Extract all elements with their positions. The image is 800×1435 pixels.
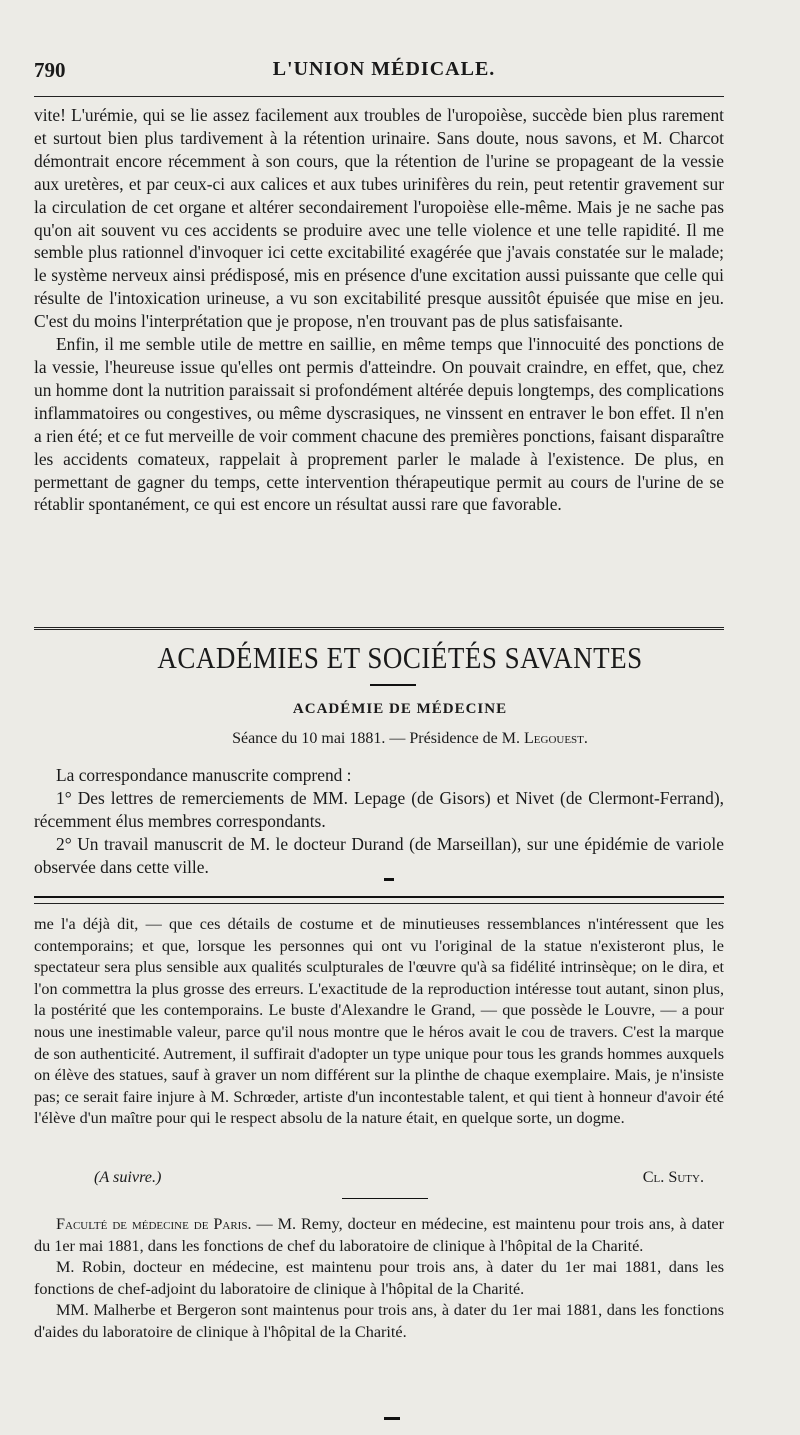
feuilleton (34, 914, 724, 1130)
academy-correspondence (34, 764, 724, 879)
session-text: Séance du 10 mai 1881. — Présidence de M. (232, 730, 525, 747)
news-divider (342, 1198, 428, 1199)
section-end-mark (384, 878, 394, 881)
subsection-title: ACADÉMIE DE MÉDECINE (292, 701, 508, 717)
journal-title: L'UNION MÉDICALE. (272, 58, 496, 80)
correspondence-item-1: 1° Des lettres de remerciements de MM. Lepage (de Gisors) et Nivet (de Clermont-Ferrand), récemment élus membres correspondants. (34, 787, 724, 831)
page-number: 790 (34, 58, 66, 82)
session-line (60, 730, 760, 748)
article-continuation (34, 104, 724, 516)
faculty-news-text-1: — M. Remy, docteur en médecine, est maintenu pour trois ans, à dater du 1er mai 1881, dans les fonctions de chef du laboratoire de clinique à l'hôpital de la Charité. (34, 1215, 725, 1255)
author-signature: Cl. Suty. (642, 1168, 704, 1186)
feuilleton-divider-top (34, 896, 724, 898)
faculty-news-item-2: M. Robin, docteur en médecine, est maintenu pour trois ans, à dater du 1er mai 1881, dans les fonctions de chef-adjoint du laboratoire de clinique à l'hôpital de la Charité. (34, 1258, 724, 1298)
faculty-label: Faculté de médecine de Paris. (56, 1215, 252, 1233)
section-title: ACADÉMIES ET SOCIÉTÉS SAVANTES (157, 641, 643, 675)
correspondence-item-2: 2° Un travail manuscrit de M. le docteur Durand (de Marseillan), sur une épidémie de variole observée dans cette ville. (34, 833, 724, 877)
title-underline (370, 684, 416, 686)
feuilleton-divider-bottom (34, 903, 724, 904)
faculty-news (34, 1214, 724, 1344)
page-end-mark (384, 1417, 400, 1420)
feuilleton-text: me l'a déjà dit, — que ces détails de costume et de minutieuses ressemblances n'intéressent que les contemporains; et que, lorsque les personnes qui ont vu l'original de la statue n'existeront plus, le spectateur sera plus sensible aux qualités sculpturales de l'œuvre qu'à sa fidélité intrinsèque; on le dira, et l'on commettra la plus grosse des erreurs. L'exactitude de la reproduction intéresse tout autant, sinon plus, la postérité que les contemporains. Le buste d'Alexandre le Grand, — que possède le Louvre, — a pour nous une inestimable valeur, parce qu'il nous montre que le héros avait le cou de travers. C'est la marque de son authenticité. Autrement, il suffirait d'adopter un type unique pour tous les grands hommes auxquels on élève des statues, sauf à graver un nom différent sur la plinthe de chaque exemplaire. Mais, je n'insiste pas; ce serait faire injure à M. Schrœder, artiste d'un incontestable talent, et qui tient à honneur d'avoir été l'élève d'un maître pour qui le respect absolu de la nature était, en quelque sorte, un dogme. (34, 915, 724, 1128)
page-header (34, 58, 734, 86)
article-paragraph-1: vite! L'urémie, qui se lie assez facilement aux troubles de l'uropoièse, succède bien plus rarement et surtout bien plus tardivement à la rétention urinaire. Sans doute, nous savons, et M. Charcot démontrait encore récemment à son cours, que la rétention de l'urine se propageant de la vessie aux uretères, et par ceux-ci aux calices et aux tubes urinifères du rein, peut retentir gravement sur la circulation de cet organe et altérer secondairement l'uropoièse elle-même. Mais je ne sache pas qu'on ait souvent vu ces accidents se produire avec une telle violence et une telle rapidité. Il me semble plus rationnel d'invoquer ici cette excitabilité exagérée que j'avais constatée sur le malade; le système nerveux ainsi prédisposé, mis en présence d'une excitation aussi puissante que celle qui résulte de l'intoxication urineuse, a vu son excitabilité presque aussitôt épuisée que mise en jeu. C'est du moins l'interprétation que je propose, n'en trouvant pas de plus satisfaisante. (34, 105, 724, 332)
to-be-continued: (A suivre.) (94, 1168, 162, 1186)
header-rule (34, 96, 724, 97)
faculty-news-item-3: MM. Malherbe et Bergeron sont maintenus pour trois ans, à dater du 1er mai 1881, dans les fonctions d'aides du laboratoire de clinique à l'hôpital de la Charité. (34, 1301, 724, 1341)
session-president: Legouest. (524, 730, 588, 747)
section-divider (34, 627, 724, 632)
correspondence-intro: La correspondance manuscrite comprend : (56, 765, 352, 785)
faculty-news-item-1 (34, 1214, 724, 1257)
article-paragraph-2: Enfin, il me semble utile de mettre en saillie, en même temps que l'innocuité des ponctions de la vessie, l'heureuse issue qu'elles ont permis d'atteindre. On pouvait craindre, en effet, que, chez un homme dont la nutrition paraissait si profondément altérée depuis longtemps, des complications inflammatoires ou congestives, ou même dyscrasiques, ne vinssent en entraver le bon effet. Il n'en a rien été; et ce fut merveille de voir comment chacune des premières ponctions, faisant disparaître les accidents comateux, rappelait à proprement parler le malade à l'existence. De plus, en permettant de gagner du temps, cette intervention thérapeutique permit au cours de l'urine de se rétablir spontanément, ce qui est encore un résultat aussi rare que favorable. (34, 334, 724, 515)
